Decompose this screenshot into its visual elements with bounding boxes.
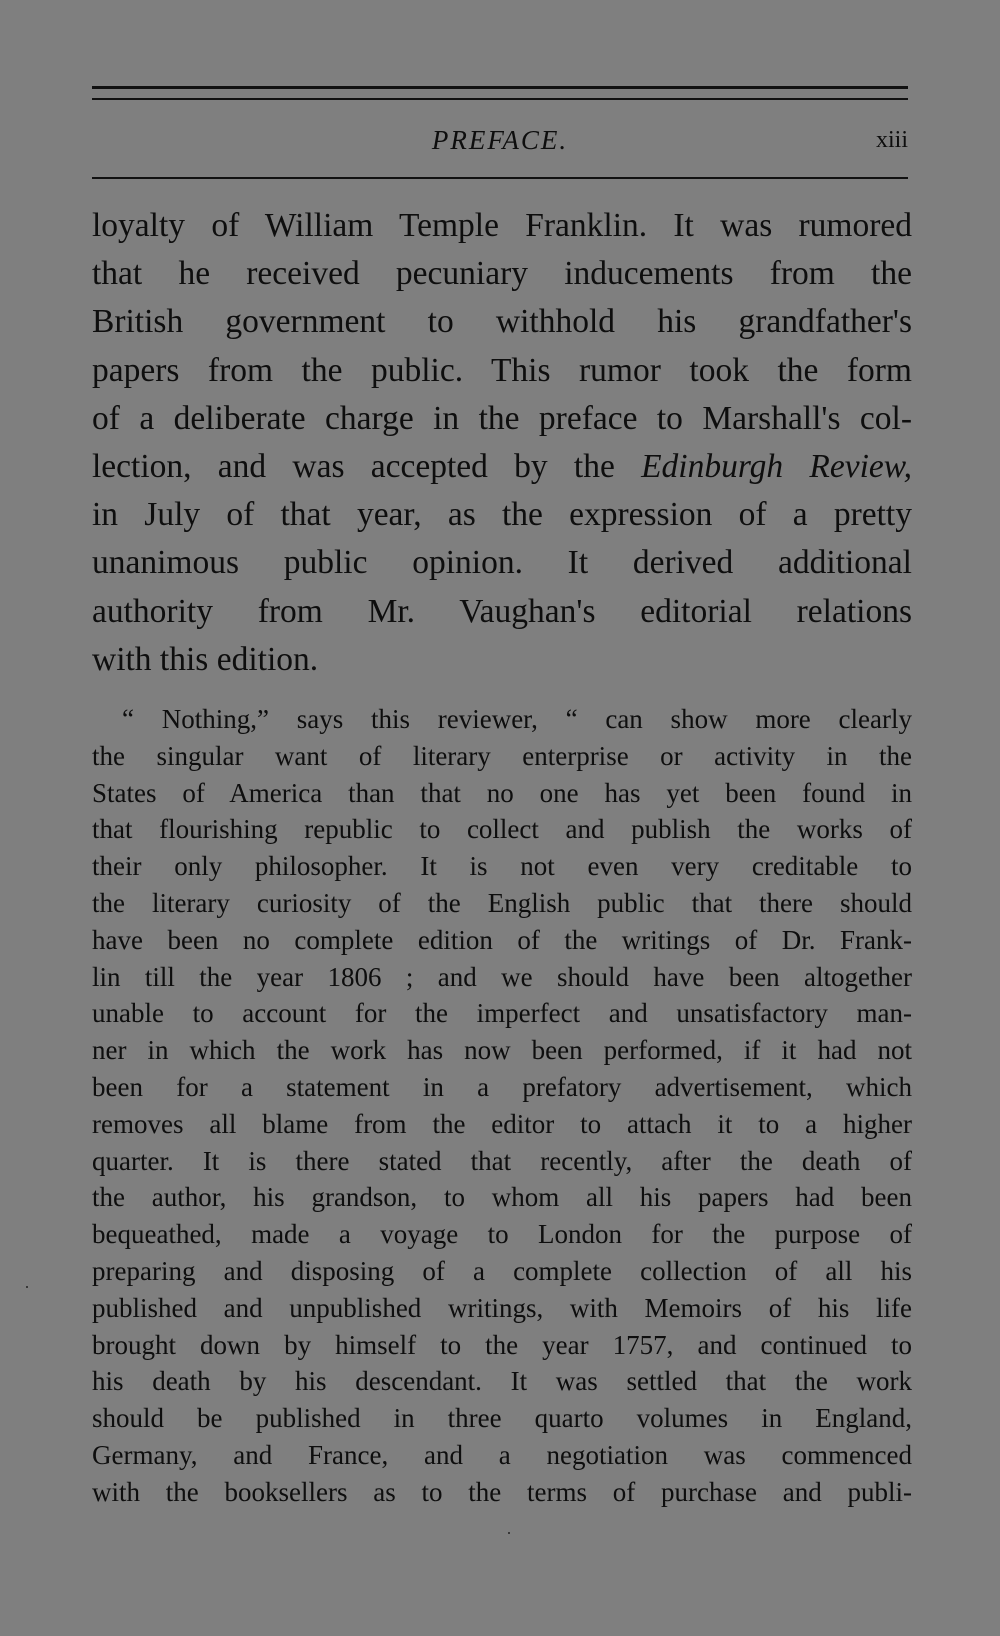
- quote-line: published and unpublished writings, with Memoirs of his life: [92, 1292, 912, 1323]
- quote-line: with the booksellers as to the terms of purchase and publi-: [92, 1476, 912, 1507]
- quote-line: the literary curiosity of the English public that there should: [92, 887, 912, 918]
- text-line: papers from the public. This rumor took the form: [92, 351, 912, 389]
- quote-line: the singular want of literary enterprise or activity in the: [92, 740, 912, 771]
- running-head: [92, 122, 908, 158]
- text-line: of a deliberate charge in the preface to Marshall's col-: [92, 399, 912, 437]
- quote-line: “ Nothing,” says this reviewer, “ can show more clearly: [122, 704, 912, 734]
- quote-line: his death by his descendant. It was settled that the work: [92, 1366, 912, 1397]
- quote-line: lin till the year 1806 ; and we should have been altogether: [92, 961, 912, 992]
- quote-line: quarter. It is there stated that recently, after the death of: [92, 1145, 912, 1176]
- quote-line: have been no complete edition of the writings of Dr. Frank-: [92, 924, 912, 955]
- quote-line: Germany, and France, and a negotiation was commenced: [92, 1439, 912, 1470]
- quote-line: unable to account for the imperfect and unsatisfactory man-: [92, 998, 912, 1029]
- text-line: British government to withhold his grandfather's: [92, 303, 912, 341]
- quote-line: ner in which the work has now been performed, if it had not: [92, 1035, 912, 1066]
- text-line-with-title: [92, 443, 912, 491]
- quote-line: removes all blame from the editor to attach it to a higher: [92, 1108, 912, 1139]
- text-line-part: lection, and was accepted by the: [92, 448, 642, 486]
- top-double-rule-lower: [92, 98, 908, 100]
- italic-publication-title: Edinburgh Review,: [641, 448, 912, 486]
- text-line: unanimous public opinion. It derived additional: [92, 544, 912, 582]
- quote-line: that flourishing republic to collect and publish the works of: [92, 814, 912, 845]
- text-line: in July of that year, as the expression of a pretty: [92, 496, 912, 534]
- main-paragraph: [92, 202, 912, 684]
- text-line: loyalty of William Temple Franklin. It was rumored: [92, 207, 912, 244]
- text-line: that he received pecuniary inducements from the: [92, 255, 912, 293]
- quote-line: bequeathed, made a voyage to London for the purpose of: [92, 1219, 912, 1250]
- quote-line: their only philosopher. It is not even very creditable to: [92, 851, 912, 882]
- quote-line: the author, his grandson, to whom all his papers had been: [92, 1182, 912, 1213]
- head-rule: [92, 177, 908, 179]
- quote-line: States of America than that no one has yet been found in: [92, 777, 912, 808]
- text-line: authority from Mr. Vaughan's editorial relations: [92, 592, 912, 630]
- paper-speck: [26, 1286, 28, 1288]
- text-line: with this edition.: [92, 640, 319, 678]
- quote-line: preparing and disposing of a complete collection of all his: [92, 1255, 912, 1286]
- paper-speck: [508, 1532, 510, 1534]
- top-double-rule-upper: [92, 86, 908, 89]
- quote-line: brought down by himself to the year 1757, and continued to: [92, 1329, 912, 1360]
- quoted-paragraph: [92, 701, 912, 1511]
- running-title: PREFACE.: [431, 125, 569, 155]
- quote-line: been for a statement in a prefatory advertisement, which: [92, 1071, 912, 1102]
- page-number: xiii: [875, 127, 908, 153]
- quote-line: should be published in three quarto volumes in England,: [92, 1403, 912, 1434]
